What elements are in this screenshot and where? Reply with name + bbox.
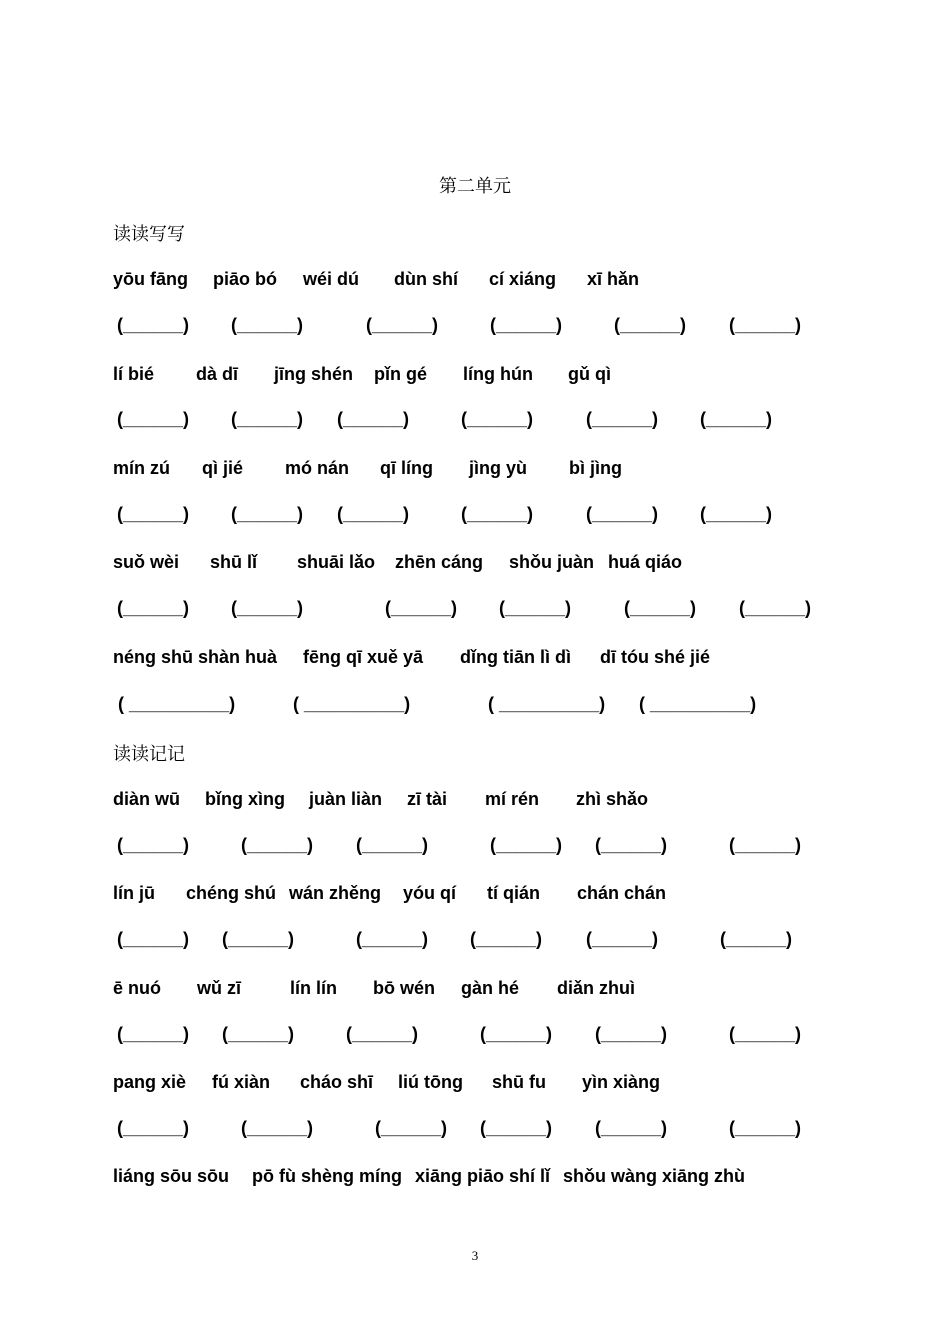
pinyin-word: qī líng <box>380 458 433 478</box>
pinyin-word: wán zhěng <box>289 883 382 903</box>
pinyin-word: bì jìng <box>569 458 622 478</box>
pinyin-word: bǐng xìng <box>205 789 285 809</box>
answer-blank: (______) <box>490 835 563 855</box>
section-heading-read-remember: 读读记记 <box>113 744 185 765</box>
answer-blank: (______) <box>700 409 773 429</box>
answer-blank: (______) <box>586 504 659 524</box>
answer-blank: (______) <box>595 1024 668 1044</box>
answer-blank: (______) <box>222 1024 295 1044</box>
answer-blank: (______) <box>729 835 802 855</box>
answer-blank: (______) <box>117 1118 190 1138</box>
answer-blank: (______) <box>356 835 429 855</box>
answer-blank: (______) <box>729 315 802 335</box>
answer-blank: (______) <box>729 1118 802 1138</box>
pinyin-word: shū fu <box>492 1072 546 1092</box>
pinyin-word: shuāi lǎo <box>297 552 376 572</box>
answer-blank: (______) <box>241 835 314 855</box>
pinyin-word: qì jié <box>202 458 244 478</box>
pinyin-word: yìn xiàng <box>582 1072 661 1092</box>
answer-blank: (______) <box>117 409 190 429</box>
pinyin-word: chán chán <box>577 883 667 903</box>
pinyin-word: bō wén <box>373 978 435 998</box>
answer-blank: (______) <box>222 929 295 949</box>
answer-blank: (______) <box>480 1118 553 1138</box>
pinyin-word: zhì shǎo <box>576 789 649 809</box>
pinyin-word: yóu qí <box>403 883 456 903</box>
pinyin-word: lín lín <box>290 978 337 998</box>
pinyin-word: gàn hé <box>461 978 520 998</box>
answer-blank: (______) <box>337 504 410 524</box>
answer-blank: (______) <box>385 598 458 618</box>
pinyin-word: yōu fāng <box>113 269 188 289</box>
answer-blank: (______) <box>614 315 687 335</box>
answer-blank: (______) <box>117 835 190 855</box>
pinyin-word: mí rén <box>485 789 540 809</box>
answer-blank: (______) <box>595 1118 668 1138</box>
answer-blank: (______) <box>117 504 190 524</box>
answer-blank-long: ( __________) <box>488 694 606 714</box>
answer-blank: (______) <box>231 598 304 618</box>
pinyin-word: pang xiè <box>113 1072 187 1092</box>
pinyin-word: juàn liàn <box>309 789 383 809</box>
pinyin-word: jìng yù <box>469 458 527 478</box>
unit-title: 第二单元 <box>439 176 511 197</box>
pinyin-word: chéng shú <box>186 883 277 903</box>
answer-blank: (______) <box>499 598 572 618</box>
pinyin-idiom: shǒu wàng xiāng zhù <box>563 1166 746 1186</box>
pinyin-idiom: xiāng piāo shí lǐ <box>415 1166 551 1186</box>
pinyin-word: shū lǐ <box>210 552 258 572</box>
answer-blank: (______) <box>117 1024 190 1044</box>
answer-blank: (______) <box>346 1024 419 1044</box>
answer-blank-long: ( __________) <box>118 694 236 714</box>
pinyin-word: jīng shén <box>274 364 354 384</box>
answer-blank: (______) <box>586 929 659 949</box>
pinyin-word: dà dī <box>196 364 239 384</box>
answer-blank: (______) <box>117 929 190 949</box>
pinyin-idiom: dǐng tiān lì dì <box>460 647 571 667</box>
pinyin-idiom: pō fù shèng míng <box>252 1166 402 1186</box>
answer-blank: (______) <box>461 504 534 524</box>
answer-blank: (______) <box>366 315 439 335</box>
answer-blank: (______) <box>375 1118 448 1138</box>
answer-blank: (______) <box>739 598 812 618</box>
answer-blank: (______) <box>700 504 773 524</box>
answer-blank: (______) <box>720 929 793 949</box>
answer-blank: (______) <box>231 504 304 524</box>
pinyin-idiom: néng shū shàn huà <box>113 647 278 667</box>
pinyin-idiom: liáng sōu sōu <box>113 1166 230 1186</box>
pinyin-word: diǎn zhuì <box>557 978 635 998</box>
pinyin-word: wéi dú <box>303 269 360 289</box>
pinyin-word: dùn shí <box>394 269 458 289</box>
answer-blank-long: ( __________) <box>639 694 757 714</box>
pinyin-word: zī tài <box>407 789 448 809</box>
pinyin-word: tí qián <box>487 883 540 903</box>
answer-blank: (______) <box>241 1118 314 1138</box>
answer-blank: (______) <box>729 1024 802 1044</box>
pinyin-word: líng hún <box>463 364 533 384</box>
answer-blank: (______) <box>117 598 190 618</box>
pinyin-word: mín zú <box>113 458 170 478</box>
pinyin-word: wǔ zī <box>197 978 241 998</box>
answer-blank: (______) <box>480 1024 553 1044</box>
pinyin-word: shǒu juàn <box>509 552 594 572</box>
pinyin-word: lí bié <box>113 364 155 384</box>
answer-blank: (______) <box>337 409 410 429</box>
pinyin-word: cí xiáng <box>489 269 557 289</box>
pinyin-word: mó nán <box>285 458 350 478</box>
page-number: 3 <box>471 1248 479 1263</box>
pinyin-word: liú tōng <box>398 1072 463 1092</box>
pinyin-word: fú xiàn <box>212 1072 271 1092</box>
answer-blank: (______) <box>356 929 429 949</box>
answer-blank: (______) <box>231 315 304 335</box>
pinyin-word: zhēn cáng <box>395 552 484 572</box>
pinyin-word: ē nuó <box>113 978 161 998</box>
answer-blank: (______) <box>470 929 543 949</box>
answer-blank: (______) <box>595 835 668 855</box>
pinyin-idiom: dī tóu shé jié <box>600 647 711 667</box>
pinyin-word: pǐn gé <box>374 364 427 384</box>
pinyin-word: suǒ wèi <box>113 552 180 572</box>
answer-blank: (______) <box>586 409 659 429</box>
section-heading-read-write: 读读写写 <box>113 224 185 245</box>
pinyin-word: cháo shī <box>300 1072 374 1092</box>
pinyin-word: lín jū <box>113 883 155 903</box>
pinyin-word: xī hǎn <box>587 269 640 289</box>
answer-blank: (______) <box>461 409 534 429</box>
answer-blank: (______) <box>231 409 304 429</box>
pinyin-word: huá qiáo <box>608 552 683 572</box>
pinyin-word: diàn wū <box>113 789 180 809</box>
pinyin-idiom: fēng qī xuě yā <box>303 647 424 667</box>
answer-blank: (______) <box>490 315 563 335</box>
answer-blank: (______) <box>117 315 190 335</box>
answer-blank: (______) <box>624 598 697 618</box>
pinyin-word: gǔ qì <box>568 364 611 384</box>
pinyin-word: piāo bó <box>213 269 277 289</box>
answer-blank-long: ( __________) <box>293 694 411 714</box>
